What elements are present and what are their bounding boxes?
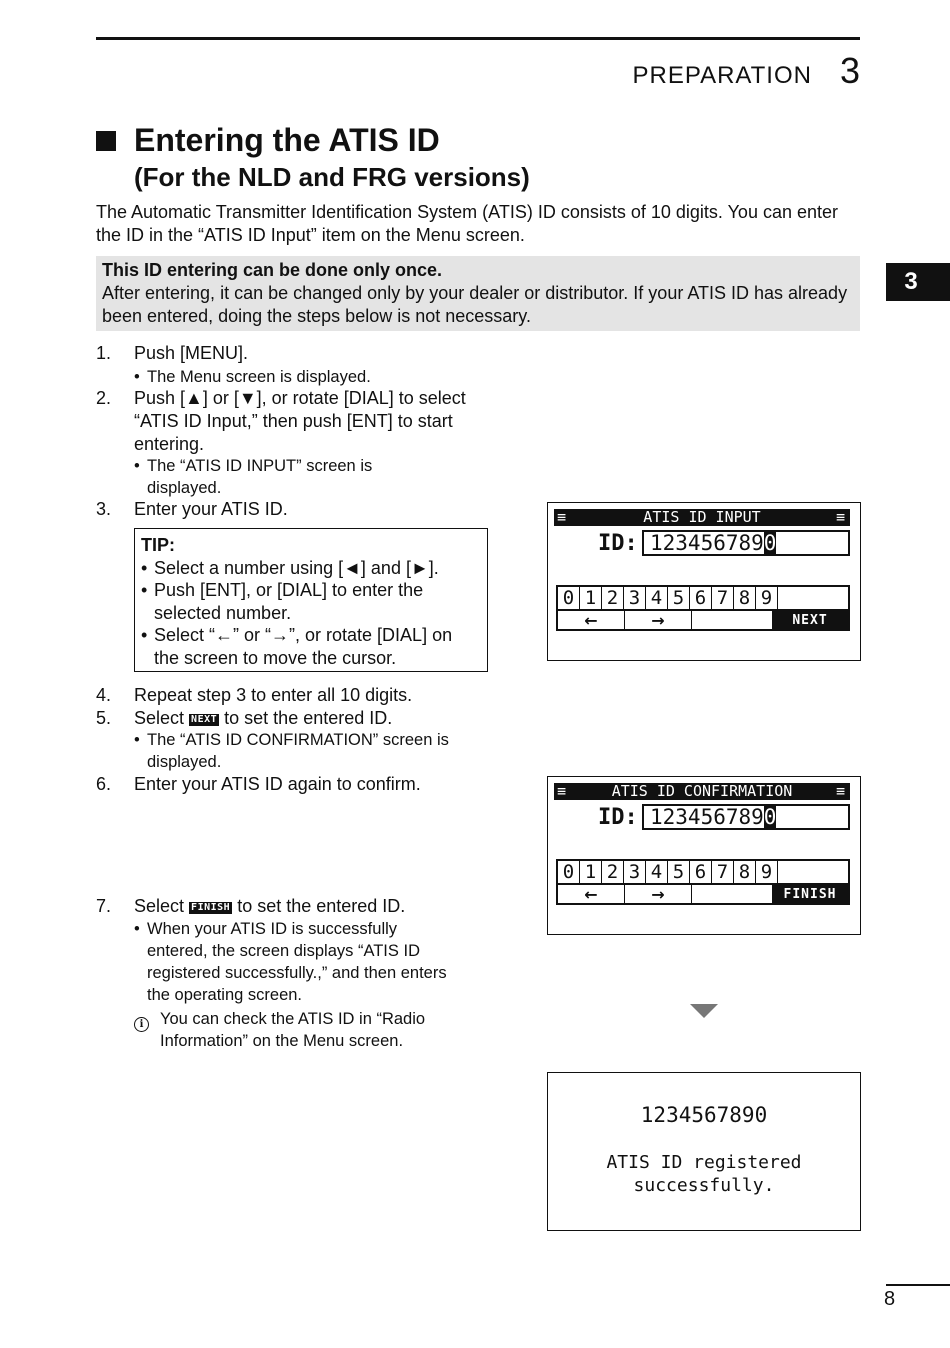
digit-key: 8 bbox=[734, 587, 756, 609]
step-text: Repeat step 3 to enter all 10 digits. bbox=[134, 685, 413, 705]
control-row bbox=[558, 611, 848, 631]
bullet: • bbox=[141, 557, 148, 578]
step-7-result bbox=[134, 918, 454, 1006]
digit-key: 6 bbox=[690, 587, 712, 609]
registered-message bbox=[548, 1151, 860, 1197]
step-text bbox=[134, 707, 496, 730]
step-number: 2. bbox=[96, 388, 112, 408]
step-4 bbox=[96, 684, 496, 707]
step-text-post: to set the entered ID. bbox=[224, 708, 393, 728]
lcd-title-bar bbox=[554, 783, 850, 800]
step-number: 1. bbox=[96, 343, 112, 363]
bullet: • bbox=[134, 731, 140, 749]
step-7 bbox=[96, 895, 496, 918]
note-heading: This ID entering can be done only once. bbox=[102, 260, 443, 280]
step-1 bbox=[96, 342, 496, 365]
note-box bbox=[96, 256, 860, 331]
digit-key: 8 bbox=[734, 861, 756, 883]
step-text-pre: Select bbox=[134, 896, 185, 916]
tip-item bbox=[141, 579, 481, 624]
side-chapter-tab bbox=[886, 263, 950, 301]
step-number: 7. bbox=[96, 896, 112, 916]
step-number: 6. bbox=[96, 774, 112, 794]
tip-item bbox=[141, 557, 481, 580]
lcd-atis-id-input bbox=[547, 502, 861, 661]
right-arrow-icon: → bbox=[625, 885, 692, 905]
bullet: • bbox=[141, 625, 148, 645]
intro-paragraph: The Automatic Transmitter Identification System (ATIS) ID consists of 10 digits. You can enter the ID in the “ATIS ID Input” item on the Menu screen. bbox=[96, 202, 838, 245]
digit-key: 0 bbox=[558, 861, 580, 883]
step-number: 4. bbox=[96, 685, 112, 705]
tip-item-text: Select “←” or “→”, or rotate [DIAL] on the screen to move the cursor. bbox=[154, 625, 453, 668]
step-7-info bbox=[134, 1008, 474, 1052]
digit-key: 7 bbox=[712, 861, 734, 883]
page-number: 8 bbox=[884, 1288, 896, 1310]
digit-key: 9 bbox=[756, 861, 778, 883]
digit-keypad bbox=[556, 859, 850, 905]
step-6 bbox=[96, 773, 496, 796]
chapter-number: 3 bbox=[839, 50, 860, 91]
digit-key: 5 bbox=[668, 587, 690, 609]
bullet: • bbox=[134, 457, 140, 475]
step-text: Push [▲] or [▼], or rotate [DIAL] to select “ATIS ID Input,” then push [ENT] to start entering. bbox=[134, 388, 466, 454]
square-bullet-icon bbox=[96, 131, 116, 151]
digit-key: 6 bbox=[690, 861, 712, 883]
lcd-atis-id-confirmation bbox=[547, 776, 861, 935]
menu-icon: ≡ bbox=[557, 782, 567, 800]
left-arrow-icon: ← bbox=[558, 611, 625, 631]
id-value: 123456789 bbox=[650, 531, 764, 555]
step-text-pre: Select bbox=[134, 708, 185, 728]
message-line-2: successfully. bbox=[633, 1175, 775, 1196]
digit-keypad bbox=[556, 585, 850, 631]
digit-key: 0 bbox=[558, 587, 580, 609]
step-2 bbox=[96, 387, 476, 456]
digit-key: 4 bbox=[646, 587, 668, 609]
digit-key: 2 bbox=[602, 861, 624, 883]
note-text: After entering, it can be changed only by your dealer or distributor. If your ATIS ID has already been entered, doing the steps below is not necessary. bbox=[102, 283, 848, 326]
menu-icon: ≡ bbox=[835, 782, 845, 800]
next-key: NEXT bbox=[772, 611, 848, 631]
tip-box bbox=[134, 528, 488, 672]
digit-key: 3 bbox=[624, 587, 646, 609]
id-cursor: 0 bbox=[763, 531, 777, 555]
finish-key-icon: FINISH bbox=[191, 902, 231, 913]
footer-rule bbox=[886, 1284, 950, 1286]
tip-item bbox=[141, 624, 481, 669]
digit-key: 4 bbox=[646, 861, 668, 883]
top-rule bbox=[96, 37, 860, 40]
digit-row bbox=[558, 587, 848, 611]
step-3 bbox=[96, 498, 496, 521]
step-5 bbox=[96, 707, 496, 730]
down-triangle-icon bbox=[690, 1004, 718, 1018]
digit-key: 9 bbox=[756, 587, 778, 609]
result-text: The Menu screen is displayed. bbox=[147, 368, 371, 386]
message-line-1: ATIS ID registered bbox=[606, 1152, 802, 1173]
digit-key: 7 bbox=[712, 587, 734, 609]
result-text: When your ATIS ID is successfully entered, the screen displays “ATIS ID registered successfully.,” and then enters the operating screen. bbox=[147, 920, 447, 1004]
step-text: Enter your ATIS ID. bbox=[134, 499, 288, 519]
lcd-title: ATIS ID INPUT bbox=[643, 508, 761, 526]
info-text: You can check the ATIS ID in “Radio Information” on the Menu screen. bbox=[160, 1010, 426, 1050]
bullet: • bbox=[141, 580, 148, 600]
menu-icon: ≡ bbox=[557, 508, 567, 526]
section-name: PREPARATION bbox=[632, 62, 812, 89]
id-value: 123456789 bbox=[650, 805, 764, 829]
menu-icon: ≡ bbox=[835, 508, 845, 526]
tip-item-text: Push [ENT], or [DIAL] to enter the selected number. bbox=[154, 580, 424, 623]
next-key-icon: NEXT bbox=[191, 714, 218, 725]
result-text: The “ATIS ID CONFIRMATION” screen is displayed. bbox=[147, 731, 449, 771]
info-icon bbox=[134, 1011, 149, 1033]
page-header bbox=[633, 50, 861, 92]
blank-key bbox=[692, 611, 772, 631]
step-number: 3. bbox=[96, 499, 112, 519]
step-text: Push [MENU]. bbox=[134, 343, 249, 363]
digit-key: 3 bbox=[624, 861, 646, 883]
digit-key: 2 bbox=[602, 587, 624, 609]
control-row bbox=[558, 885, 848, 905]
step-text-post: to set the entered ID. bbox=[237, 896, 406, 916]
step-2-result bbox=[134, 455, 404, 499]
info-glyph: i bbox=[134, 1017, 149, 1032]
id-input-field bbox=[642, 804, 850, 830]
lcd-title: ATIS ID CONFIRMATION bbox=[611, 782, 793, 800]
id-label: ID: bbox=[598, 531, 638, 556]
step-1-result bbox=[134, 366, 514, 388]
bullet: • bbox=[134, 920, 140, 938]
digit-key: 1 bbox=[580, 587, 602, 609]
id-cursor: 0 bbox=[763, 805, 777, 829]
id-label: ID: bbox=[598, 805, 638, 830]
result-text: The “ATIS ID INPUT” screen is displayed. bbox=[147, 457, 373, 497]
id-input-field bbox=[642, 530, 850, 556]
digit-row bbox=[558, 861, 848, 885]
section-title-text: Entering the ATIS ID bbox=[134, 122, 440, 158]
digit-key: 5 bbox=[668, 861, 690, 883]
side-tab-label: 3 bbox=[904, 268, 918, 295]
step-5-result bbox=[134, 729, 474, 773]
section-title bbox=[96, 122, 440, 159]
lcd-title-bar bbox=[554, 509, 850, 526]
digit-key: 1 bbox=[580, 861, 602, 883]
lcd-registered-screen bbox=[547, 1072, 861, 1231]
section-subtitle: (For the NLD and FRG versions) bbox=[134, 162, 530, 192]
step-text: Enter your ATIS ID again to confirm. bbox=[134, 774, 421, 794]
step-text bbox=[134, 895, 496, 918]
tip-title: TIP: bbox=[141, 535, 175, 555]
tip-item-text: Select a number using [◄] and [►]. bbox=[154, 557, 439, 578]
registered-id: 1234567890 bbox=[640, 1103, 768, 1127]
bullet: • bbox=[134, 368, 140, 386]
left-arrow-icon: ← bbox=[558, 885, 625, 905]
right-arrow-icon: → bbox=[625, 611, 692, 631]
blank-key bbox=[692, 885, 772, 905]
finish-key: FINISH bbox=[772, 885, 848, 905]
step-number: 5. bbox=[96, 708, 112, 728]
